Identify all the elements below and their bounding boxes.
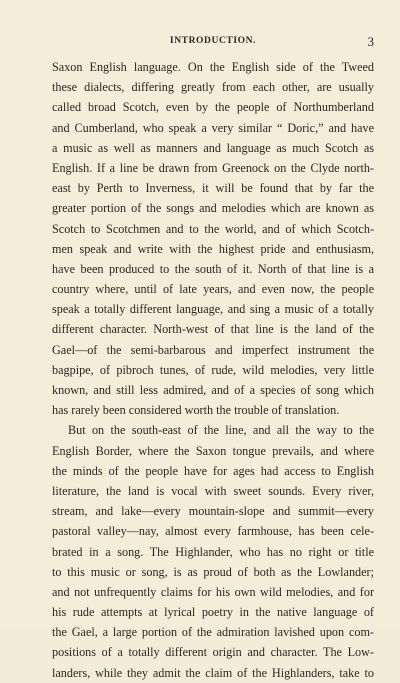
text-line: greater portion of the songs and melodies which are known as — [52, 201, 374, 216]
text-line: east by Perth to Inverness, it will be found that by far the — [52, 181, 374, 196]
text-line: Saxon English language. On the English side of the Tweed — [52, 60, 374, 74]
text-line: known, and still less admired, and of a species of song which — [52, 383, 374, 397]
body-text — [52, 57, 374, 683]
text-line: Scotch to Scotchmen and to the world, and of which Scotch- — [52, 221, 374, 236]
text-line: to this music or song, is as proud of both as the Lowlander; — [52, 564, 374, 579]
text-line: men speak and write with the highest pride and enthusiasm, — [52, 241, 374, 256]
text-line: bagpipe, of pibroch tunes, of rude, wild melodies, very little — [52, 362, 374, 377]
text-line: landers, while they admit the claim of the Highlanders, take to — [52, 665, 374, 680]
text-line: and Cumberland, who speak a very similar “ Doric,” and have — [52, 120, 374, 135]
running-head: INTRODUCTION. — [169, 36, 257, 46]
text-line: stream, and lake—every mountain-slope and summit—every — [52, 504, 374, 519]
text-line: speak a totally different language, and sing a music of a totally — [52, 302, 374, 317]
text-line: the Gael, a large portion of the admiration lavished upon com- — [52, 625, 374, 640]
text-line: But on the south-east of the line, and all the way to the — [68, 423, 374, 438]
text-line: different character. North-west of that line is the land of the — [52, 322, 374, 337]
text-line: his rude attempts at lyrical poetry in the native language of — [52, 605, 374, 620]
text-line: a music as well as manners and language as much Scotch as — [52, 140, 374, 155]
text-line: and not unfrequently claims for his own wild melodies, and for — [52, 584, 374, 599]
text-line: pastoral valley—nay, almost every farmhouse, has been cele- — [52, 524, 374, 539]
text-line: the minds of the people have for ages had access to English — [52, 463, 374, 478]
text-line: brated in a song. The Highlander, who has no right or title — [52, 544, 374, 559]
text-line: has rarely been considered worth the trouble of translation. — [52, 403, 340, 418]
text-line: positions of a totally different origin and character. The Low- — [52, 645, 374, 660]
text-line: Gael—of the semi-barbarous and imperfect instrument the — [52, 342, 374, 357]
text-line: country where, until of late years, and even now, the people — [52, 282, 374, 297]
text-line: these dialects, differing greatly from each other, are usually — [52, 80, 374, 95]
text-line: literature, the land is vocal with sweet sounds. Every river, — [52, 483, 374, 498]
text-line: English. If a line be drawn from Greenock on the Clyde north- — [52, 160, 374, 175]
text-line: have been produced to the south of it. North of that line is a — [52, 261, 374, 276]
page-header — [52, 36, 374, 52]
page-number: 3 — [367, 34, 374, 49]
text-line: called broad Scotch, even by the people of Northumberland — [52, 100, 374, 115]
text-line: English Border, where the Saxon tongue prevails, and where — [52, 443, 374, 458]
